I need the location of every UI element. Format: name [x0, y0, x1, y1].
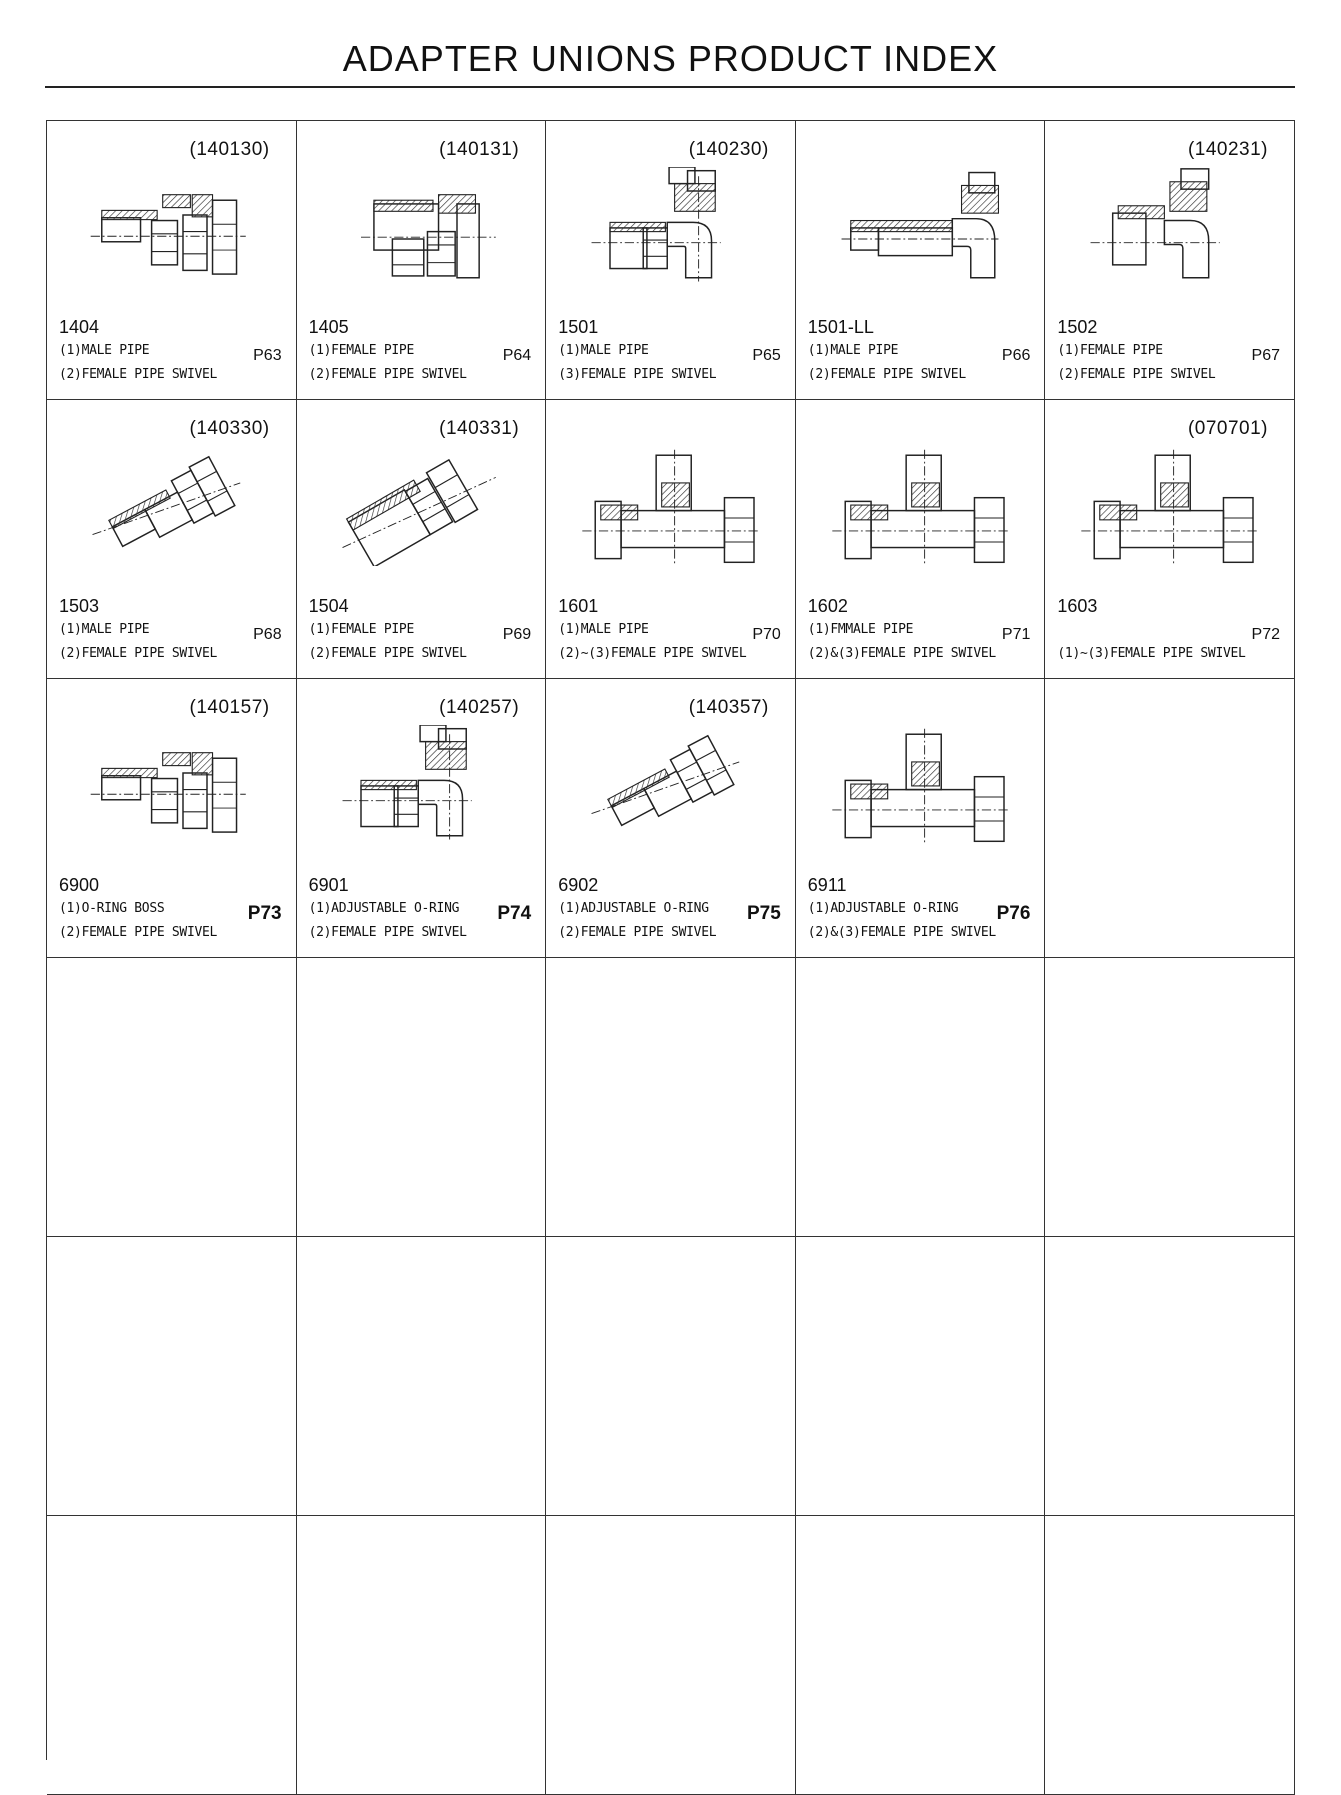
- fitting-drawing: [323, 725, 519, 845]
- product-cell: [47, 400, 297, 679]
- part-code: (140331): [439, 418, 520, 439]
- page-reference: P66: [1001, 347, 1031, 364]
- fitting-drawing: [323, 167, 519, 287]
- model-number: 1504: [308, 596, 349, 616]
- model-number: 1602: [807, 596, 848, 616]
- fitting-drawing: [572, 167, 768, 287]
- port-1-description: (1)ADJUSTABLE O-RING: [308, 901, 460, 916]
- port-2-description: (3)FEMALE PIPE SWIVEL: [558, 367, 717, 382]
- empty-cell: [796, 1516, 1046, 1795]
- part-code: (140257): [439, 697, 520, 718]
- part-code: (140330): [189, 418, 270, 439]
- port-2-description: (2)FEMALE PIPE SWIVEL: [807, 367, 966, 382]
- empty-cell: [297, 1237, 547, 1516]
- product-cell: [796, 679, 1046, 958]
- port-2-description: (2)FEMALE PIPE SWIVEL: [59, 925, 218, 940]
- fitting-drawing: [73, 446, 269, 566]
- page-title: ADAPTER UNIONS PRODUCT INDEX: [342, 38, 999, 79]
- product-cell: [796, 400, 1046, 679]
- empty-cell: [1045, 1237, 1295, 1516]
- port-1-description: (1)MALE PIPE: [558, 622, 649, 637]
- fitting-drawing: [73, 167, 269, 287]
- empty-cell: [47, 958, 297, 1237]
- empty-cell: [1045, 679, 1295, 958]
- model-number: 1501: [558, 317, 599, 337]
- empty-cell: [47, 1516, 297, 1795]
- part-code: (140131): [439, 139, 520, 160]
- empty-cell: [546, 1516, 796, 1795]
- page-reference: P75: [746, 903, 781, 924]
- fitting-drawing: [572, 725, 768, 845]
- page-reference: P74: [497, 903, 532, 924]
- port-1-description: (1)MALE PIPE: [558, 343, 649, 358]
- fitting-drawing: [822, 725, 1018, 845]
- fitting-drawing: [822, 446, 1018, 566]
- empty-cell: [47, 1237, 297, 1516]
- port-2-description: (2)FEMALE PIPE SWIVEL: [59, 367, 218, 382]
- page-reference: P73: [247, 903, 282, 924]
- fitting-drawing: [1071, 446, 1267, 566]
- page-reference: P71: [1001, 626, 1031, 643]
- page-reference: P68: [253, 626, 282, 643]
- port-2-description: (1)~(3)FEMALE PIPE SWIVEL: [1057, 646, 1246, 661]
- model-number: 6911: [807, 875, 847, 895]
- port-2-description: (2)FEMALE PIPE SWIVEL: [59, 646, 218, 661]
- fitting-drawing: [1071, 167, 1267, 287]
- model-number: 1501-LL: [807, 317, 874, 337]
- port-2-description: (2)&(3)FEMALE PIPE SWIVEL: [807, 646, 996, 661]
- port-1-description: (1)FMMALE PIPE: [807, 622, 914, 637]
- product-cell: [297, 121, 547, 400]
- page-reference: P67: [1251, 347, 1280, 364]
- empty-cell: [796, 1237, 1046, 1516]
- port-1-description: (1)ADJUSTABLE O-RING: [807, 901, 959, 916]
- product-cell: [47, 679, 297, 958]
- page-reference: P72: [1251, 626, 1280, 643]
- port-2-description: (2)&(3)FEMALE PIPE SWIVEL: [807, 925, 996, 940]
- model-number: 6902: [558, 875, 599, 895]
- product-cell: [546, 400, 796, 679]
- port-1-description: (1)MALE PIPE: [59, 343, 150, 358]
- port-2-description: (2)FEMALE PIPE SWIVEL: [308, 367, 467, 382]
- fitting-drawing: [323, 446, 519, 566]
- model-number: 1502: [1057, 317, 1098, 337]
- part-code: (140231): [1187, 139, 1268, 160]
- model-number: 1603: [1057, 596, 1098, 616]
- port-2-description: (2)FEMALE PIPE SWIVEL: [558, 925, 717, 940]
- empty-cell: [1045, 958, 1295, 1237]
- page-reference: P70: [752, 626, 781, 643]
- empty-cell: [297, 958, 547, 1237]
- model-number: 6900: [59, 875, 100, 895]
- part-code: (140157): [189, 697, 270, 718]
- product-cell: [47, 121, 297, 400]
- product-cell: [1045, 121, 1295, 400]
- product-cell: [1045, 400, 1295, 679]
- page-reference: P76: [996, 903, 1031, 924]
- product-cell: [297, 400, 547, 679]
- fitting-drawing: [572, 446, 768, 566]
- page-reference: P69: [502, 626, 532, 643]
- port-2-description: (2)FEMALE PIPE SWIVEL: [1057, 367, 1216, 382]
- product-grid: [46, 120, 1295, 1760]
- port-1-description: (1)FEMALE PIPE: [308, 343, 414, 358]
- empty-cell: [546, 958, 796, 1237]
- port-2-description: (2)~(3)FEMALE PIPE SWIVEL: [558, 646, 747, 661]
- model-number: 1405: [308, 317, 349, 337]
- part-code: (070701): [1187, 418, 1268, 439]
- product-cell: [546, 121, 796, 400]
- part-code: (140357): [688, 697, 769, 718]
- fitting-drawing: [822, 167, 1018, 287]
- empty-cell: [546, 1237, 796, 1516]
- port-2-description: (2)FEMALE PIPE SWIVEL: [308, 646, 467, 661]
- port-1-description: (1)MALE PIPE: [807, 343, 899, 358]
- title-rule: [45, 86, 1295, 88]
- port-1-description: (1)FEMALE PIPE: [308, 622, 414, 637]
- model-number: 1601: [558, 596, 599, 616]
- part-code: (140130): [189, 139, 270, 160]
- port-2-description: (2)FEMALE PIPE SWIVEL: [308, 925, 467, 940]
- fitting-drawing: [73, 725, 269, 845]
- model-number: 1503: [59, 596, 100, 616]
- empty-cell: [1045, 1516, 1295, 1795]
- model-number: 6901: [308, 875, 349, 895]
- model-number: 1404: [59, 317, 100, 337]
- product-cell: [796, 121, 1046, 400]
- page-reference: P64: [502, 347, 532, 364]
- port-1-description: (1)O-RING BOSS: [59, 901, 165, 916]
- empty-cell: [297, 1516, 547, 1795]
- port-1-description: (1)FEMALE PIPE: [1057, 343, 1163, 358]
- page-reference: P65: [752, 347, 781, 364]
- empty-cell: [796, 958, 1046, 1237]
- port-1-description: (1)ADJUSTABLE O-RING: [558, 901, 709, 916]
- product-cell: [297, 679, 547, 958]
- product-cell: [546, 679, 796, 958]
- part-code: (140230): [688, 139, 769, 160]
- page-reference: P63: [253, 347, 282, 364]
- port-1-description: (1)MALE PIPE: [59, 622, 150, 637]
